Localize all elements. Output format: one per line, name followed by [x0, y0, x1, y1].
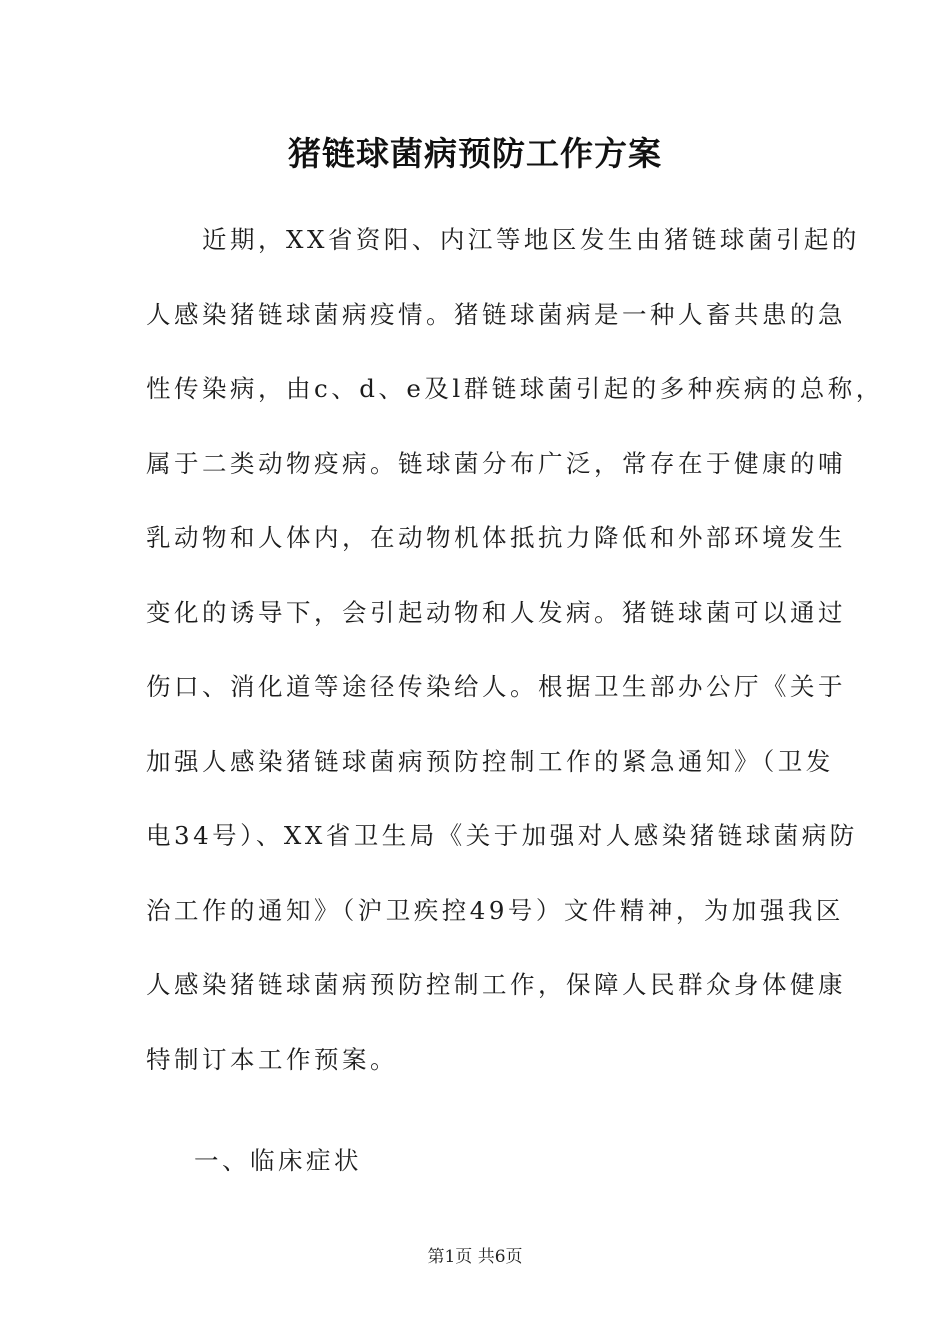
- document-title: 猪链球菌病预防工作方案: [288, 134, 662, 173]
- page-number-footer: 第1页 共6页: [427, 1247, 523, 1267]
- paragraph-line: 加强人感染猪链球菌病预防控制工作的紧急通知》（卫发: [146, 746, 834, 776]
- paragraph-line: 乳动物和人体内，在动物机体抵抗力降低和外部环境发生: [146, 523, 846, 552]
- paragraph-line: 变化的诱导下，会引起动物和人发病。猪链球菌可以通过: [146, 597, 846, 627]
- paragraph-line: 治工作的通知》（沪卫疾控49号）文件精神，为加强我区: [146, 895, 844, 925]
- intro-paragraph: [146, 222, 884, 1116]
- paragraph-line: 人感染猪链球菌病疫情。猪链球菌病是一种人畜共患的急: [146, 299, 846, 329]
- paragraph-line: 属于二类动物疫病。链球菌分布广泛，常存在于健康的哺: [146, 448, 846, 478]
- paragraph-line: 人感染猪链球菌病预防控制工作，保障人民群众身体健康: [146, 970, 846, 999]
- paragraph-line: 近期，XX省资阳、内江等地区发生由猪链球菌引起的: [146, 225, 860, 254]
- paragraph-line: 伤口、消化道等途径传染给人。根据卫生部办公厅《关于: [146, 672, 846, 701]
- paragraph-line: 性传染病，由c、d、e及l群链球菌引起的多种疾病的总称，: [146, 374, 884, 403]
- section-heading: 一、临床症状: [194, 1146, 362, 1175]
- paragraph-line: 特制订本工作预案。: [146, 1044, 398, 1074]
- paragraph-line: 电34号）、XX省卫生局《关于加强对人感染猪链球菌病防: [146, 821, 858, 850]
